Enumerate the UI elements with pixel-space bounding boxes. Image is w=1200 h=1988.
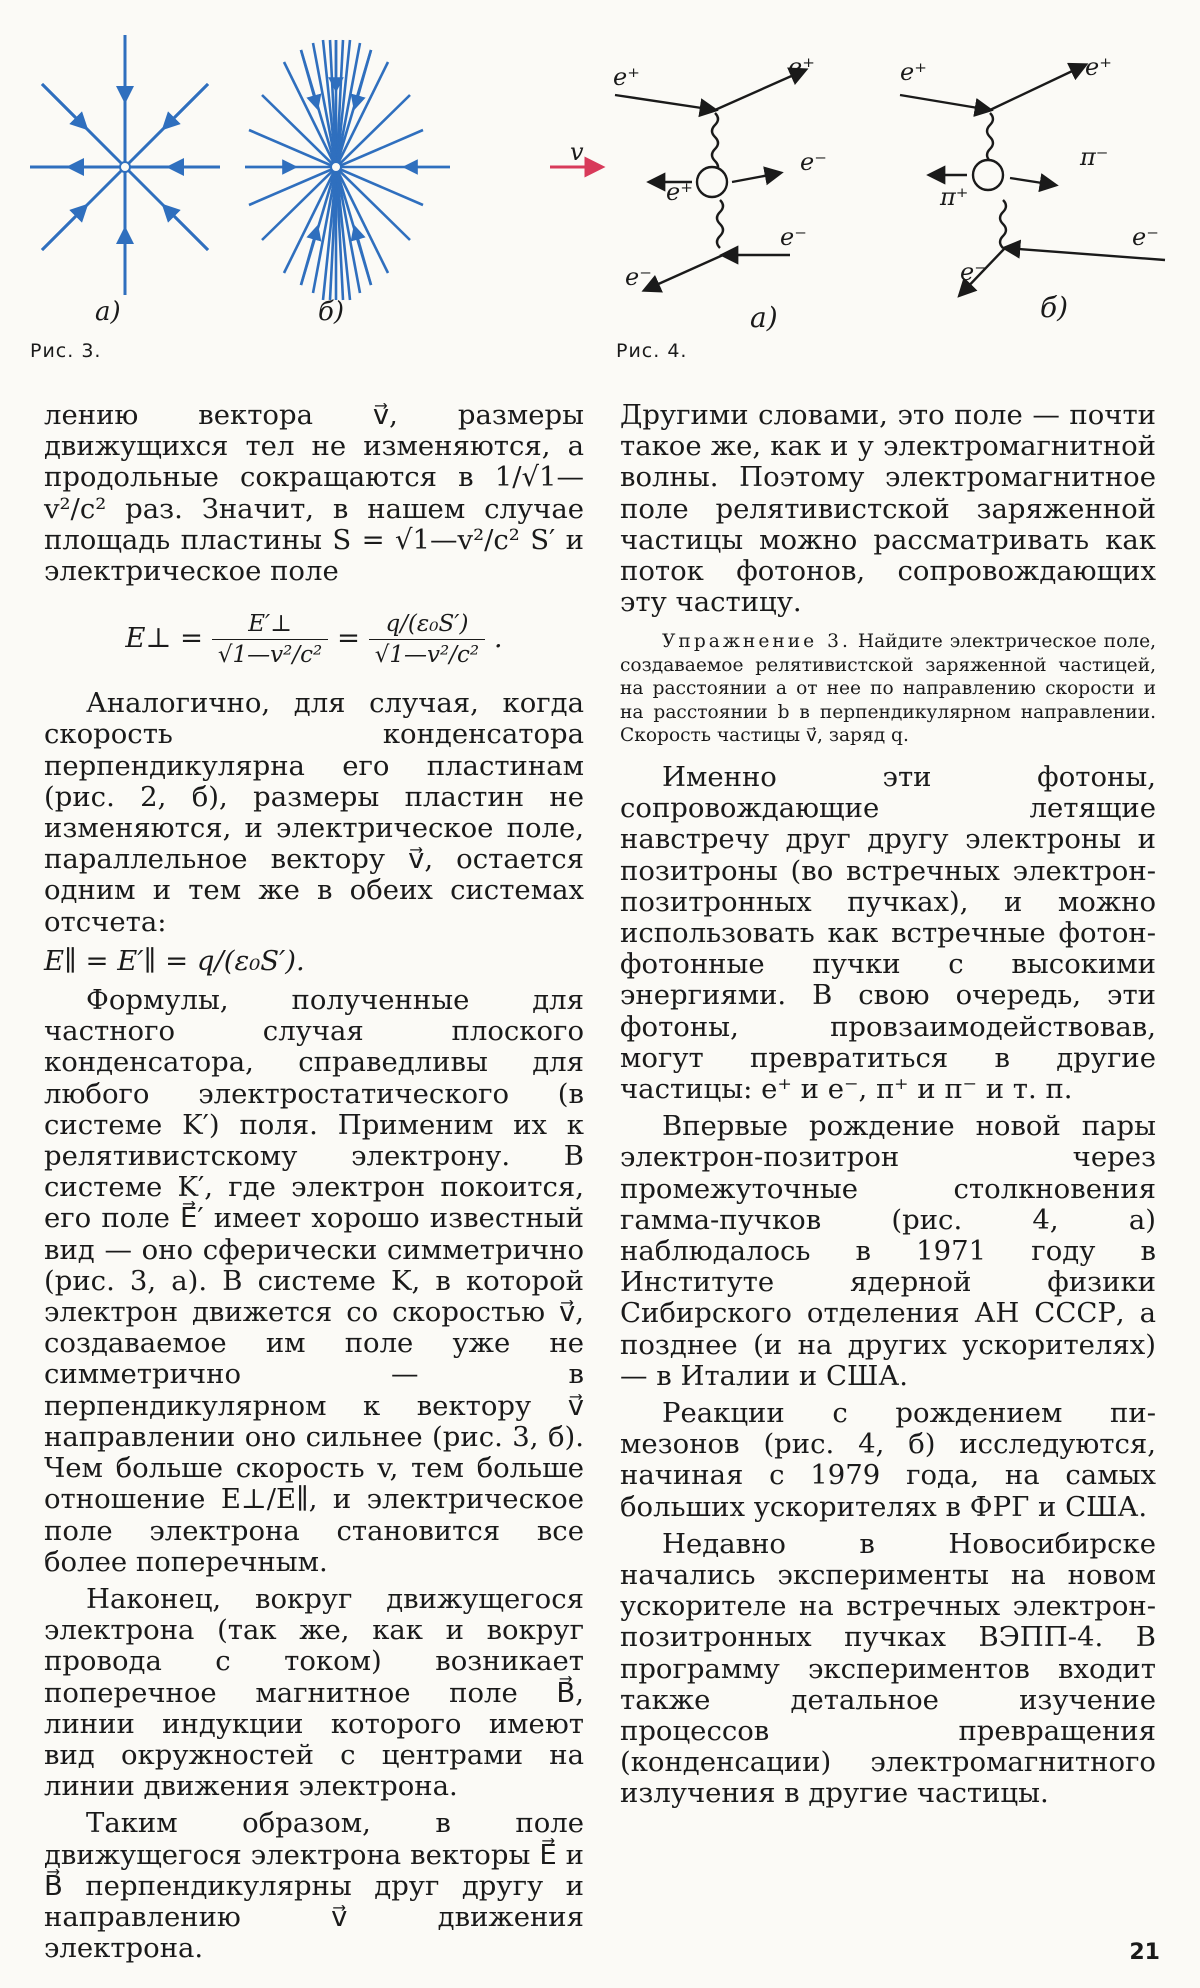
figure-3-diagram <box>30 35 610 335</box>
fig3b-field-lines <box>245 40 450 300</box>
formula-e-par: E∥ = E′∥ = q/(ε₀S′). <box>44 944 305 977</box>
fig4b-vertex <box>973 160 1003 190</box>
formula-end: . <box>493 622 503 655</box>
fraction-1 <box>212 609 328 670</box>
formula-e-perp <box>44 609 584 670</box>
fraction-1-den: √1—v²/c² <box>217 642 323 669</box>
fig4b-left: π⁺ <box>940 183 969 211</box>
left-paragraph-3: Формулы, полученные для частного случая плоского конденсатора, справедливы для любого электростатического (в системе K′) поля. Применим их к релятивистскому электрону. В системе K′, где электрон покоится, его поле E⃗′ имеет хорошо известный вид — оно сферически симметрично (рис. 3, а). В системе K, в которой электрон движется со скоростью v⃗, создаваемое им поле уже не симметрично — в перпендикулярном к вектору v⃗ направлении оно сильнее (рис. 3, б). Чем больше скорость v, тем больше отношение E⊥/E∥, и электрическое поле электрона становится все более поперечным. <box>44 984 584 1578</box>
fraction-2-den: √1—v²/c² <box>374 642 480 669</box>
left-column <box>44 400 584 1964</box>
exercise-label: Упражнение 3. <box>662 631 851 653</box>
fig4a-right: e⁻ <box>800 148 827 176</box>
figure-4-diagram <box>610 45 1170 345</box>
fraction-2-num: q/(ε₀S′) <box>369 609 485 640</box>
fraction-1-num: E′⊥ <box>212 609 328 640</box>
fig4a-in-bottom: e⁻ <box>625 263 652 291</box>
fig4b-out-bottom: e⁻ <box>1132 223 1159 251</box>
fig4b-out-top: e⁺ <box>1085 53 1112 81</box>
fraction-2 <box>369 609 485 670</box>
fig4b-right: π⁻ <box>1080 143 1109 171</box>
fig4a-left: e⁺ <box>666 178 693 206</box>
figure-3-caption: Рис. 3. <box>30 340 102 362</box>
fig4-sub-a: а) <box>750 301 778 334</box>
fig3a-charge <box>120 162 130 172</box>
fig4a-out-bottom: e⁻ <box>780 223 807 251</box>
right-paragraph-5: Недавно в Новосибирске начались эксперименты на новом ускорителе на встречных электрон-позитронных пучках ВЭПП-4. В программу экспериментов входит также детальное изучение процессов превращения (конденсации) электромагнитного излучения в другие частицы. <box>620 1527 1156 1810</box>
fig4a-vertex <box>697 167 727 197</box>
left-paragraph-2: Аналогично, для случая, когда скорость конденсатора перпендикулярна его пластинам (рис. 2, б), размеры пластин не изменяются, и электрическое поле, параллельное вектору v⃗, остается одним и тем же в обеих системах отсчета: <box>44 687 584 938</box>
right-column <box>620 400 1156 1810</box>
left-paragraph-1: лению вектора v⃗, размеры движущихся тел не изменяются, а продольные сокращаются в 1/√1—v²/c² раз. Значит, в нашем случае площадь пластины S = √1—v²/c² S′ и электрическое поле <box>44 399 584 588</box>
fig4b-in-bottom: e⁻ <box>960 258 987 286</box>
formula-eq: = <box>336 622 361 655</box>
formula-lhs: E⊥ = <box>125 622 204 655</box>
fig4a-out-top: e⁺ <box>788 53 815 81</box>
fig4a-in-top: e⁺ <box>613 63 640 91</box>
exercise-block <box>620 630 1156 748</box>
right-paragraph-3: Впервые рождение новой пары электрон-позитрон через промежуточные столкновения гамма-пучков (рис. 4, а) наблюдалось в 1971 году в Институте ядерной физики Сибирского отделения АН СССР, а позднее (и на других ускорителях) — в Италии и США. <box>620 1110 1156 1392</box>
right-paragraph-4: Реакции с рождением пи-мезонов (рис. 4, б) исследуются, начиная с 1979 года, на самых больших ускорителях в ФРГ и США. <box>620 1396 1156 1523</box>
fig3-sub-a: а) <box>95 297 121 327</box>
fig3-sub-b: б) <box>318 297 345 327</box>
right-paragraph-1: Другими словами, это поле — почти такое же, как и у электромагнитной волны. Поэтому электромагнитное поле релятивистской заряженной частицы можно рассматривать как поток фотонов, сопровождающих эту частицу. <box>620 399 1156 619</box>
page-number: 21 <box>1129 1940 1160 1965</box>
fig4-sub-b: б) <box>1040 291 1069 324</box>
left-paragraph-4: Наконец, вокруг движущегося электрона (так же, как и вокруг провода с током) возникает поперечное магнитное поле B⃗, линии индукции которого имеют вид окружностей с центрами на линии движения электрона. <box>44 1582 584 1803</box>
fig4b-in-top: e⁺ <box>900 58 927 86</box>
right-paragraph-2: Именно эти фотоны, сопровождающие летящие навстречу друг другу электроны и позитроны (во встречных электрон-позитронных пучках), и можно использовать как встречные фотон-фотонные пучки с высокими энергиями. В свою очередь, эти фотоны, провзаимодействовав, могут превратиться в другие частицы: e⁺ и e⁻, π⁺ и π⁻ и т. п. <box>620 760 1156 1105</box>
fig3b-charge <box>331 162 341 172</box>
velocity-label: v <box>570 138 584 166</box>
figure-4-caption: Рис. 4. <box>616 340 688 362</box>
left-paragraph-5: Таким образом, в поле движущегося электрона векторы E⃗ и B⃗ перпендикулярны друг другу и направлению v⃗ движения электрона. <box>44 1807 584 1965</box>
exercise-text: Найдите электрическое поле, создаваемое релятивистской заряженной частицей, на расстоянии a от нее по направлению скорости и на расстоянии b в перпендикулярном направлении. Скорость частицы v⃗, заряд q. <box>620 631 1156 747</box>
